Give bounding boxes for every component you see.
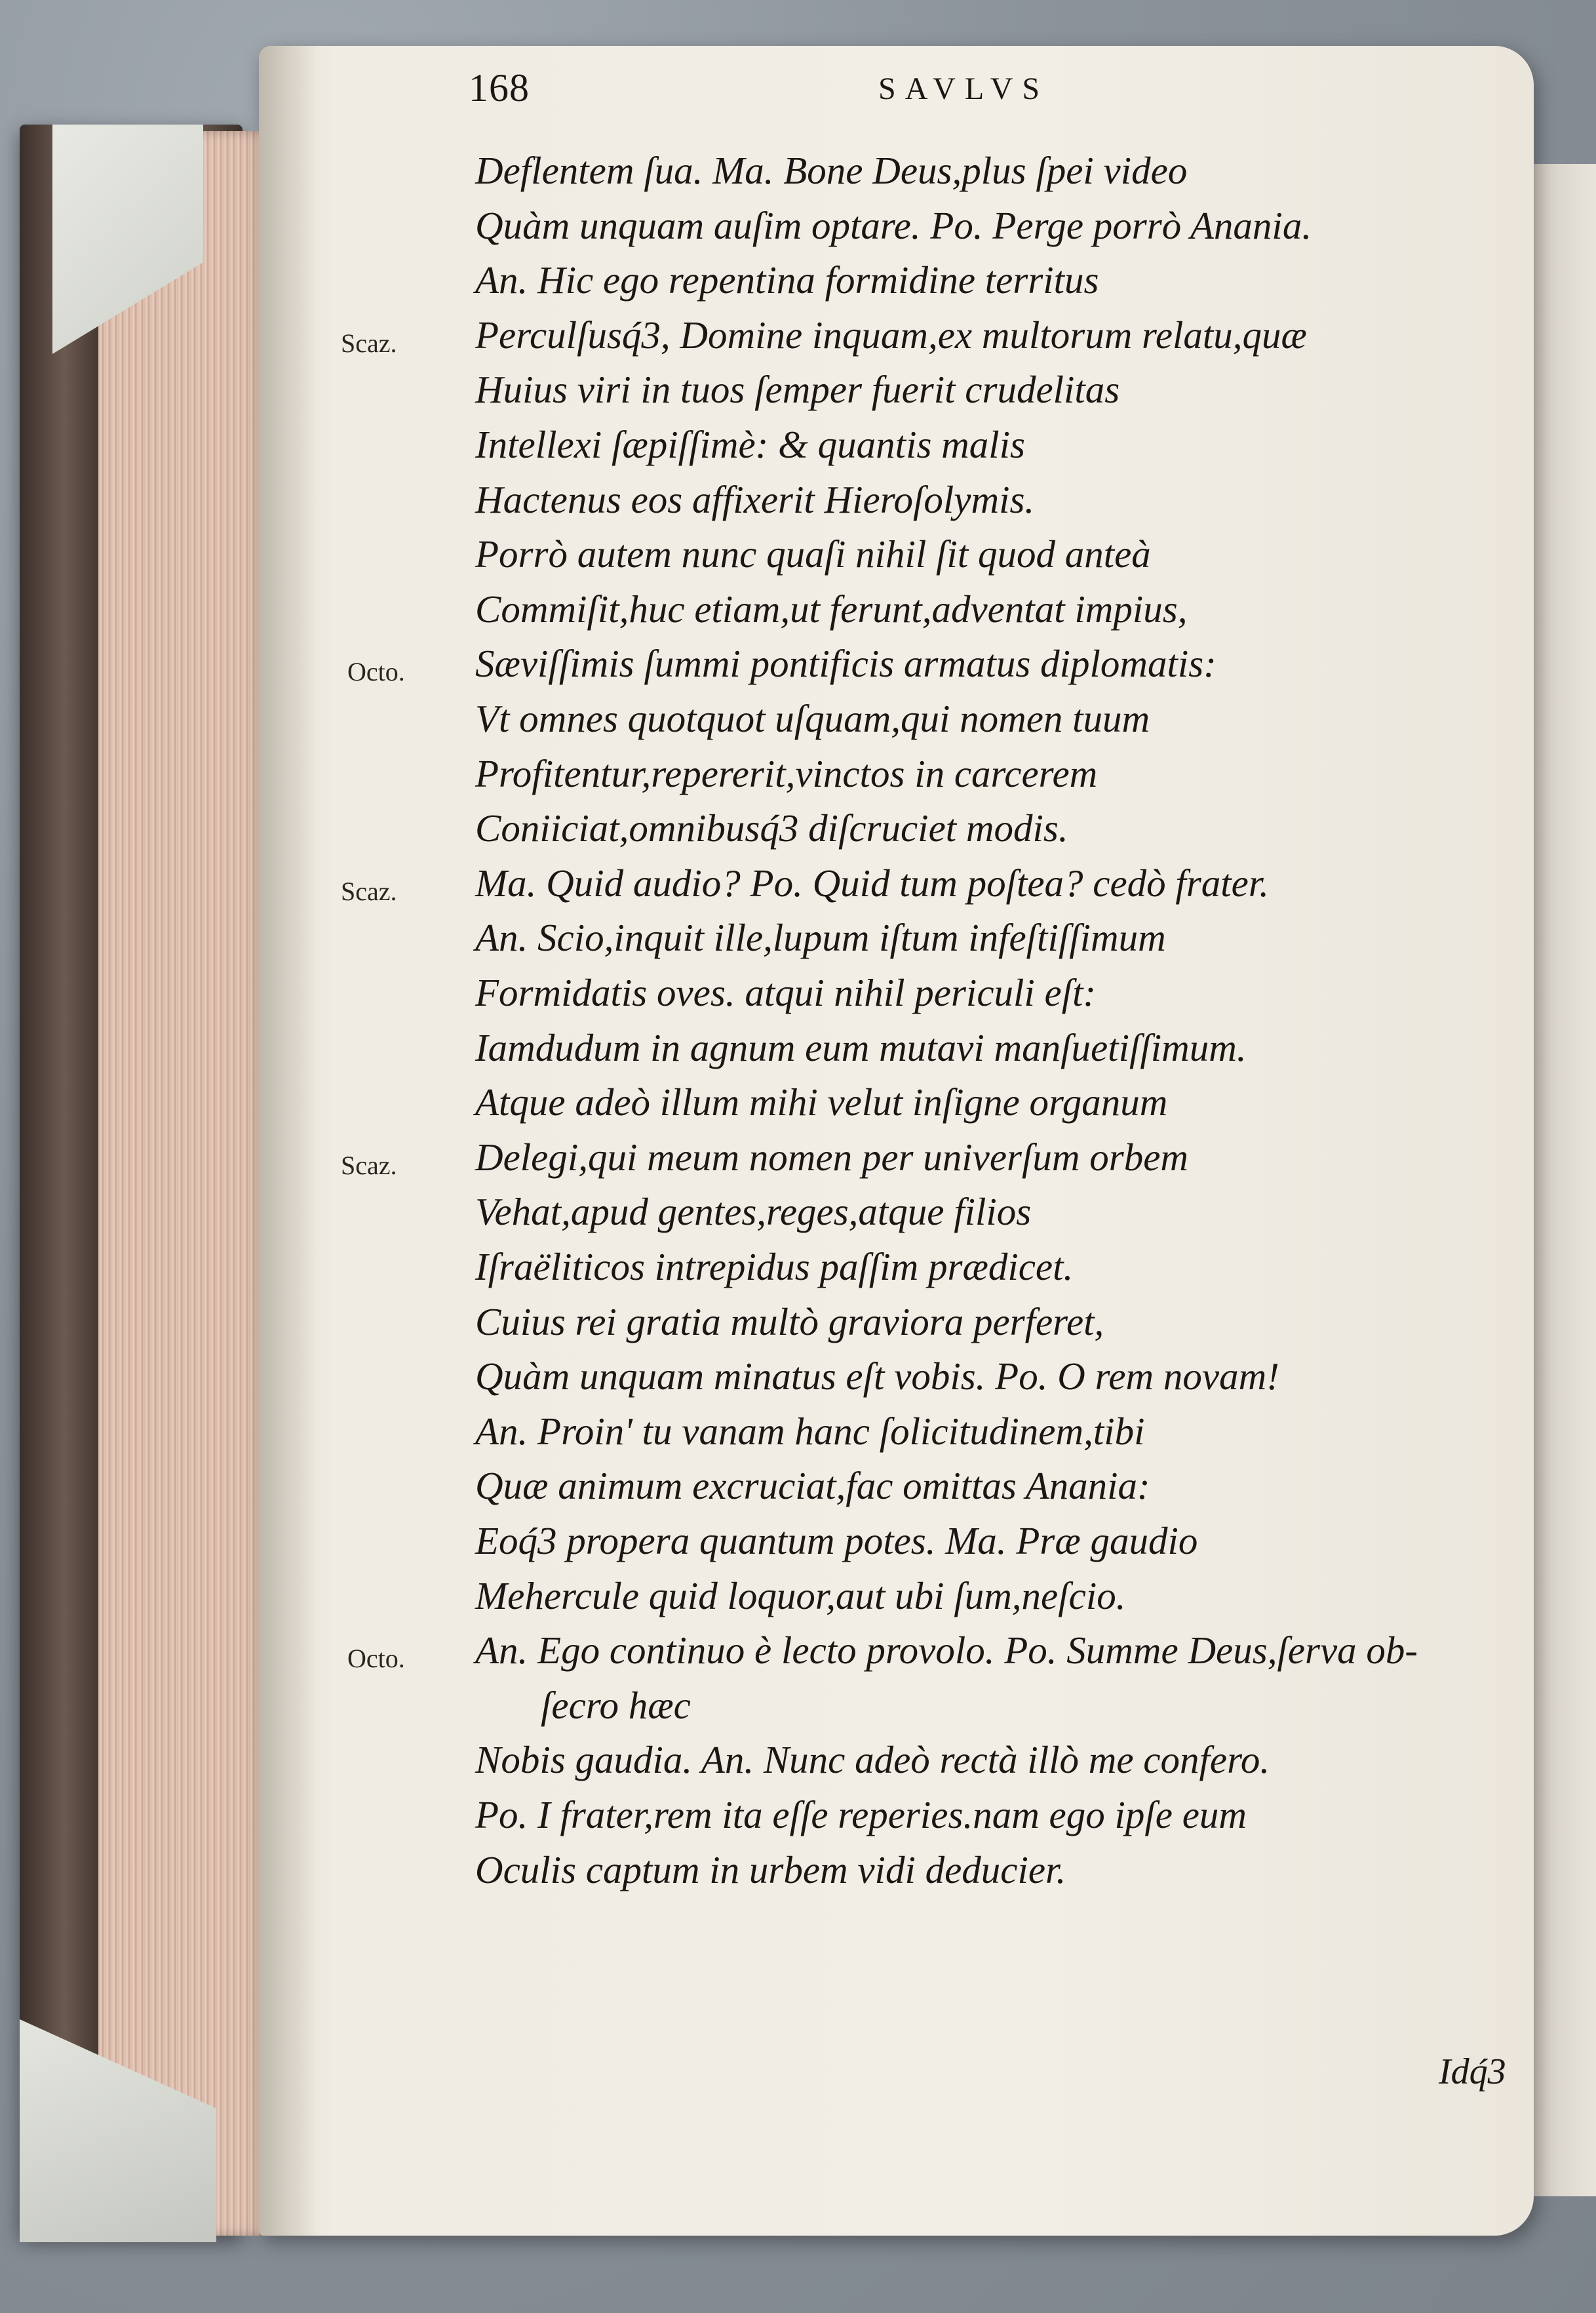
verse-line: ſecro hæc xyxy=(541,1684,691,1727)
page-edges xyxy=(98,131,275,2236)
verse-line: Hactenus eos affixerit Hieroſolymis. xyxy=(475,478,1035,521)
verse-line: Quàm unquam minatus eſt vobis. Po. O rem novam! xyxy=(475,1354,1279,1398)
verse-line: Coniiciat,omnibusq́3 diſcruciet modis. xyxy=(475,806,1068,850)
verse-line: Oculis captum in urbem vidi deducier. xyxy=(475,1848,1066,1891)
verse-line: An. Scio,inquit ille,lupum iſtum infeſtiſſimum xyxy=(475,916,1166,959)
verse-line: Formidatis oves. atqui nihil periculi eſt: xyxy=(475,971,1097,1014)
verse-line: Intellexi ſæpiſſimè: & quantis malis xyxy=(475,423,1026,466)
verse-line: Porrò autem nunc quaſi nihil ſit quod anteà xyxy=(475,532,1151,576)
meter-marker: Scaz. xyxy=(341,877,397,906)
verse-line: An. Ego continuo è lecto provolo. Po. Summe Deus,ſerva ob- xyxy=(475,1629,1418,1672)
verse-line: Deflentem ſua. Ma. Bone Deus,plus ſpei video xyxy=(475,149,1188,192)
verse-line: Iſraëliticos intrepidus paſſim prædicet. xyxy=(475,1245,1074,1288)
verse-line: Sæviſſimis ſummi pontificis armatus diplomatis: xyxy=(475,642,1216,685)
verse-line: Cuius rei gratia multò graviora perferet, xyxy=(475,1300,1104,1343)
verse-line: Po. I frater,rem ita eſſe reperies.nam ego ipſe eum xyxy=(475,1793,1247,1836)
meter-marker: Octo. xyxy=(347,657,405,686)
verse-line: Quàm unquam auſim optare. Po. Perge porrò Anania. xyxy=(475,204,1312,247)
verse-line: Nobis gaudia. An. Nunc adeò rectà illò me confero. xyxy=(475,1738,1270,1781)
verse-line: Perculſusq́3, Domine inquam,ex multorum relatu,quæ xyxy=(475,313,1307,357)
verse-line: Vt omnes quotquot uſquam,qui nomen tuum xyxy=(475,697,1150,740)
verse-line: Quæ animum excruciat,fac omittas Anania: xyxy=(475,1464,1150,1507)
verse-line: Profitentur,repererit,vinctos in carcerem xyxy=(475,752,1098,795)
catchword: Idq́3 xyxy=(1439,2051,1506,2092)
verse-line: Commiſit,huc etiam,ut ferunt,adventat impius, xyxy=(475,587,1188,631)
meter-marker: Scaz. xyxy=(341,328,397,358)
verse-line: Huius viri in tuos ſemper fuerit crudelitas xyxy=(475,368,1120,411)
running-head: SAVLVS xyxy=(878,71,1049,106)
verse-line: Iamdudum in agnum eum mutavi manſuetiſſimum. xyxy=(475,1026,1247,1069)
verse-line: Eoq́3 propera quantum potes. Ma. Præ gaudio xyxy=(475,1519,1198,1562)
verse-line: Mehercule quid loquor,aut ubi ſum,neſcio. xyxy=(475,1574,1126,1617)
meter-marker: Octo. xyxy=(347,1644,405,1673)
verse-line: Delegi,qui meum nomen per univerſum orbem xyxy=(475,1136,1188,1179)
verse-line: Ma. Quid audio? Po. Quid tum poſtea? cedò frater. xyxy=(475,861,1270,905)
page-gutter-shadow xyxy=(259,46,318,2236)
verse-line: Atque adeò illum mihi velut inſigne organum xyxy=(475,1080,1168,1124)
verse-line: An. Hic ego repentina formidine territus xyxy=(475,258,1099,302)
page-number: 168 xyxy=(469,66,530,109)
verse-line: Vehat,apud gentes,reges,atque filios xyxy=(475,1190,1032,1233)
verse-line: An. Proin' tu vanam hanc ſolicitudinem,tibi xyxy=(475,1410,1145,1453)
meter-marker: Scaz. xyxy=(341,1151,397,1180)
